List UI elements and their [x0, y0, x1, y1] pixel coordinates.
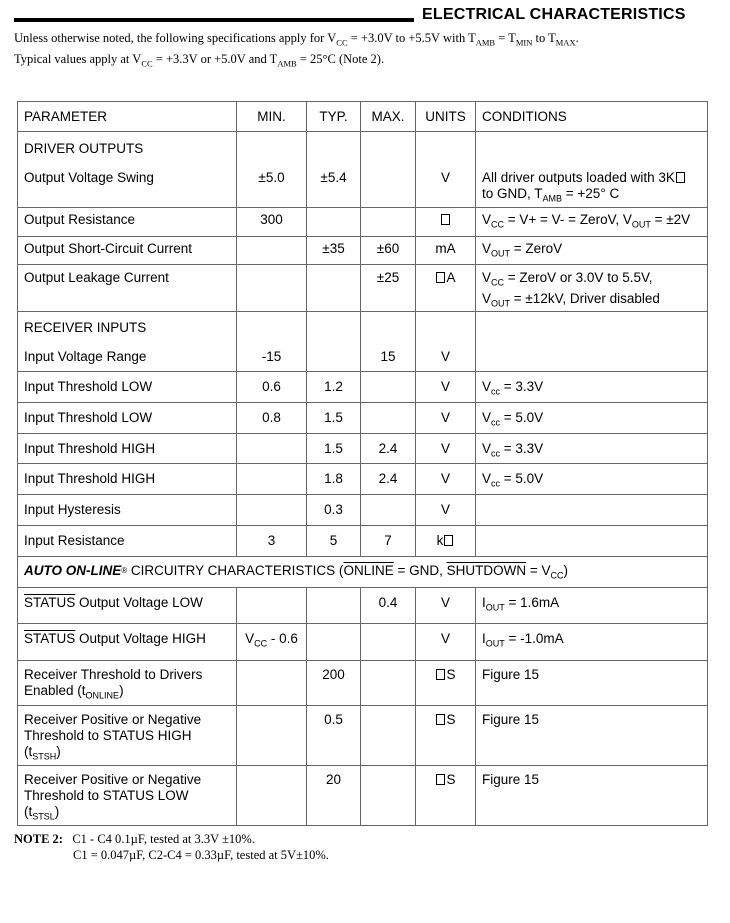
param-cell: Input Threshold LOW	[18, 372, 237, 403]
conditions-cell: $V_{OUT}$ = ZeroV	[476, 237, 708, 265]
spec-table	[17, 101, 708, 826]
units-cell: V	[416, 372, 476, 403]
typ-cell: 0.3	[307, 495, 361, 526]
table-row	[18, 237, 708, 265]
max-cell	[361, 495, 416, 526]
table-row	[18, 706, 708, 766]
max-cell: 2.4	[361, 464, 416, 495]
conditions-cell: $V_{CC} = V+ = V-$ = ZeroV, $V_{OUT} = \pm 2V$	[476, 208, 708, 237]
table-row	[18, 434, 708, 464]
typ-cell: 0.5	[307, 706, 361, 766]
param-cell: Receiver Threshold to Drivers Enabled $(t_{ONLINE})$	[18, 661, 237, 706]
header-min: MIN.	[237, 102, 307, 132]
intro-text	[14, 30, 714, 71]
units-cell: S	[416, 661, 476, 706]
max-cell	[361, 624, 416, 661]
section-auto-online: AUTO ON-LINE® CIRCUITRY CHARACTERISTICS (ONLINE = GND, SHUTDOWN = $V_{CC}$)	[18, 557, 708, 588]
units-cell	[416, 208, 476, 237]
conditions-cell: All driver outputs loaded with 3K to GND, $T_{AMB} = +25^\circ$ C	[476, 132, 708, 208]
header-typ: TYP.	[307, 102, 361, 132]
note-label: NOTE 2:	[14, 832, 63, 846]
param-cell: STATUS Output Voltage LOW	[18, 588, 237, 624]
mu-symbol-icon	[436, 272, 445, 283]
param-cell: Receiver Positive or Negative Threshold to STATUS HIGH $(t_{STSH})$	[18, 706, 237, 766]
header-parameter: PARAMETER	[18, 102, 237, 132]
units-cell: A	[416, 265, 476, 312]
intro-line-1: Unless otherwise noted, the following specifications apply for $V_{CC} = +3.0V$ to +5.5V with $T_{AMB} = T_{MIN}$ to $T_{MAX}$.	[14, 31, 579, 48]
min-cell	[237, 464, 307, 495]
min-cell	[237, 661, 307, 706]
max-cell: 0.4	[361, 588, 416, 624]
typ-cell: 1.8	[307, 464, 361, 495]
max-cell: ±25	[361, 265, 416, 312]
table-row	[18, 312, 708, 372]
section-driver-outputs: DRIVER OUTPUTS	[24, 141, 144, 156]
table-row	[18, 766, 708, 826]
typ-cell: ±35	[307, 237, 361, 265]
typ-cell	[307, 312, 361, 372]
min-cell	[237, 237, 307, 265]
max-cell	[361, 766, 416, 826]
param-cell: STATUS Output Voltage HIGH	[18, 624, 237, 661]
min-cell	[237, 706, 307, 766]
ohm-symbol-icon	[441, 214, 450, 225]
ohm-symbol-icon	[676, 172, 685, 183]
typ-cell: ±5.4	[307, 132, 361, 208]
max-cell: 2.4	[361, 434, 416, 464]
min-cell: $V_{CC} - 0.6$	[237, 624, 307, 661]
table-row	[18, 557, 708, 588]
header-rule	[14, 18, 414, 22]
conditions-cell: $V_{cc} = 5.0V$	[476, 403, 708, 434]
typ-cell: 200	[307, 661, 361, 706]
section-receiver-inputs: RECEIVER INPUTS	[24, 320, 147, 336]
header-units: UNITS	[416, 102, 476, 132]
table-row	[18, 265, 708, 312]
typ-cell: 1.5	[307, 403, 361, 434]
table-row	[18, 526, 708, 557]
table-header-row	[18, 102, 708, 132]
table-row	[18, 403, 708, 434]
table-row	[18, 661, 708, 706]
max-cell	[361, 372, 416, 403]
min-cell: 3	[237, 526, 307, 557]
typ-cell: 5	[307, 526, 361, 557]
conditions-cell	[476, 526, 708, 557]
units-cell: V	[416, 464, 476, 495]
units-cell: V	[416, 312, 476, 372]
header-conditions: CONDITIONS	[476, 102, 708, 132]
min-cell	[237, 766, 307, 826]
param-cell: Output Leakage Current	[18, 265, 237, 312]
param-cell: Input Threshold LOW	[18, 403, 237, 434]
table-row	[18, 464, 708, 495]
max-cell: ±60	[361, 237, 416, 265]
intro-line-2: Typical values apply at $V_{CC} = +3.3V$ or +5.0V and $T_{AMB} = 25^\circ C$ (Note 2).	[14, 51, 385, 68]
typ-cell: 1.2	[307, 372, 361, 403]
units-cell: V	[416, 403, 476, 434]
param-cell: Receiver Positive or Negative Threshold to STATUS LOW $(t_{STSL})$	[18, 766, 237, 826]
param-cell: Output Voltage Swing	[24, 170, 154, 185]
conditions-cell: $V_{CC}$ = ZeroV or 3.0V to 5.5V, $V_{OUT} = \pm 12kV$, Driver disabled	[476, 265, 708, 312]
max-cell: 7	[361, 526, 416, 557]
max-cell	[361, 706, 416, 766]
min-cell	[237, 265, 307, 312]
ohm-symbol-icon	[444, 535, 453, 546]
units-cell: V	[416, 588, 476, 624]
conditions-cell: Figure 15	[476, 766, 708, 826]
units-cell: V	[416, 434, 476, 464]
min-cell: 300	[237, 208, 307, 237]
header-max: MAX.	[361, 102, 416, 132]
conditions-cell: $I_{OUT} = 1.6mA$	[476, 588, 708, 624]
max-cell	[361, 132, 416, 208]
table-row	[18, 495, 708, 526]
param-cell: Input Threshold HIGH	[18, 434, 237, 464]
units-cell: k	[416, 526, 476, 557]
table-row	[18, 372, 708, 403]
max-cell	[361, 403, 416, 434]
typ-cell	[307, 208, 361, 237]
param-cell: Input Resistance	[18, 526, 237, 557]
conditions-cell: $V_{cc} = 3.3V$	[476, 434, 708, 464]
min-cell	[237, 495, 307, 526]
units-cell: V	[416, 132, 476, 208]
param-cell: Output Resistance	[18, 208, 237, 237]
note-2	[14, 831, 329, 863]
param-cell: Output Short-Circuit Current	[18, 237, 237, 265]
table-row	[18, 208, 708, 237]
units-cell: S	[416, 706, 476, 766]
param-cell: Input Threshold HIGH	[18, 464, 237, 495]
max-cell	[361, 208, 416, 237]
units-cell: mA	[416, 237, 476, 265]
min-cell: ±5.0	[237, 132, 307, 208]
units-cell: V	[416, 495, 476, 526]
table-row	[18, 588, 708, 624]
conditions-cell: $V_{cc} = 5.0V$	[476, 464, 708, 495]
min-cell: -15	[237, 312, 307, 372]
min-cell: 0.6	[237, 372, 307, 403]
note-line-1: C1 - C4 0.1µF, tested at 3.3V ±10%.	[72, 832, 255, 846]
conditions-cell: Figure 15	[476, 661, 708, 706]
typ-cell	[307, 265, 361, 312]
typ-cell	[307, 624, 361, 661]
mu-symbol-icon	[436, 774, 445, 785]
typ-cell: 1.5	[307, 434, 361, 464]
max-cell: 15	[361, 312, 416, 372]
units-cell: S	[416, 766, 476, 826]
conditions-cell	[476, 312, 708, 372]
conditions-cell: Figure 15	[476, 706, 708, 766]
units-cell: V	[416, 624, 476, 661]
conditions-cell	[476, 495, 708, 526]
conditions-cell: $V_{cc} = 3.3V$	[476, 372, 708, 403]
note-line-2: C1 = 0.047µF, C2-C4 = 0.33µF, tested at 5V±10%.	[73, 848, 329, 862]
page-title: ELECTRICAL CHARACTERISTICS	[422, 6, 686, 23]
param-cell: Input Voltage Range	[24, 349, 147, 365]
conditions-cell: $I_{OUT} = -1.0mA$	[476, 624, 708, 661]
typ-cell: 20	[307, 766, 361, 826]
mu-symbol-icon	[436, 669, 445, 680]
table-row	[18, 624, 708, 661]
param-cell: Input Hysteresis	[18, 495, 237, 526]
max-cell	[361, 661, 416, 706]
mu-symbol-icon	[436, 714, 445, 725]
min-cell	[237, 434, 307, 464]
min-cell	[237, 588, 307, 624]
typ-cell	[307, 588, 361, 624]
min-cell: 0.8	[237, 403, 307, 434]
table-row	[18, 132, 708, 208]
